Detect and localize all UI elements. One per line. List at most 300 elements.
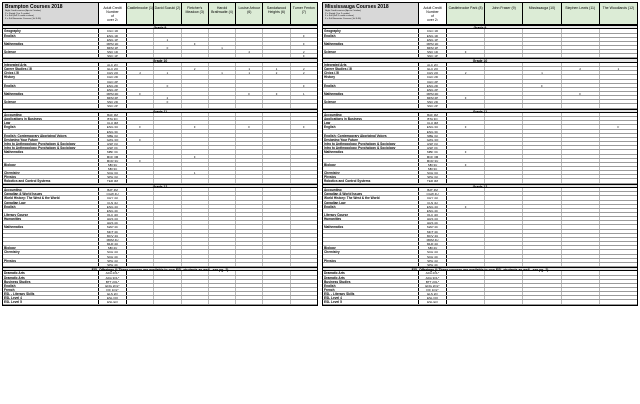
course-code: SCH 4C [99,255,127,258]
course-code: CHV 2O [419,71,447,74]
availability-cell [485,209,523,212]
availability-cell [523,80,561,83]
availability-cell [127,192,154,195]
availability-cell [182,259,209,262]
course-name: History [3,75,99,78]
availability-cell [236,179,263,182]
course-name [323,230,419,233]
availability-cell [127,50,154,53]
availability-cell [447,271,485,274]
availability-cell [600,142,637,145]
availability-cell [127,146,154,149]
panel-title-block [3,3,99,24]
availability-cell [485,196,523,199]
course-code: ENG 4U [419,205,447,208]
availability-cell [127,100,154,103]
availability-cell [263,196,290,199]
availability-cell [485,276,523,279]
availability-cell [291,300,317,303]
availability-cell [562,167,600,170]
site-header: Sandalwood Heights (6) [263,3,290,24]
availability-cell [447,296,485,299]
course-code: ESL EO [99,300,127,303]
availability-cell [182,196,209,199]
availability-cell [182,205,209,208]
availability-cell [562,292,600,295]
availability-cell [263,246,290,249]
availability-cell [154,234,181,237]
availability-cell [127,255,154,258]
availability-cell [154,34,181,37]
course-name [323,234,419,237]
availability-cell [182,163,209,166]
availability-cell [209,75,236,78]
availability-cell [209,113,236,116]
availability-cell [600,92,637,95]
availability-cell [485,250,523,253]
availability-cell [182,92,209,95]
course-code: ENG 2D [419,84,447,87]
course-code: CLU 3M [99,121,127,124]
course-code: SPH 4U [99,259,127,262]
course-name [3,238,99,241]
availability-cell [523,263,561,266]
availability-cell [127,213,154,216]
course-code: CLN 4U [419,201,447,204]
availability-cell [562,84,600,87]
availability-cell [447,292,485,295]
course-name: Physics [3,259,99,262]
course-code: ENG 1P [419,38,447,41]
availability-cell [263,234,290,237]
availability-cell [523,163,561,166]
availability-cell [447,242,485,245]
availability-cell [485,121,523,124]
availability-cell [182,150,209,153]
course-code: SCH 4U [419,250,447,253]
availability-cell: F [182,42,209,45]
availability-cell [485,84,523,87]
availability-cell [562,230,600,233]
availability-cell [562,155,600,158]
availability-cell [600,63,637,66]
availability-cell [600,263,637,266]
availability-cell [182,96,209,99]
availability-cell [562,130,600,133]
availability-cell [485,100,523,103]
course-code: CHV 2O [99,71,127,74]
availability-cell [523,46,561,49]
course-name: Intro to Anthropology, Psychology & Sociology [3,142,99,145]
course-name: ESL Level 5 [323,300,419,303]
availability-cell [600,54,637,57]
availability-cell [263,230,290,233]
availability-cell [154,296,181,299]
availability-cell [127,201,154,204]
availability-cell [127,150,154,153]
course-name: Mathematics [3,42,99,45]
availability-cell [182,217,209,220]
availability-cell [209,104,236,107]
availability-cell [209,50,236,53]
availability-cell: F [523,84,561,87]
availability-cell: F [182,125,209,128]
availability-cell [182,284,209,287]
availability-cell [209,38,236,41]
availability-cell [562,209,600,212]
course-code: SCH 4U [99,250,127,253]
availability-cell [523,217,561,220]
availability-cell [600,75,637,78]
course-name: English [323,284,419,287]
availability-cell: F [447,150,485,153]
availability-cell [447,113,485,116]
availability-cell: 1 [154,71,181,74]
availability-cell [263,46,290,49]
availability-cell [236,175,263,178]
availability-cell [263,130,290,133]
availability-cell [562,192,600,195]
availability-cell [447,300,485,303]
availability-cell [127,54,154,57]
availability-cell [600,113,637,116]
site-header: Harold Brathwaite (4) [209,3,236,24]
availability-cell [291,238,317,241]
availability-cell [291,276,317,279]
availability-cell [182,146,209,149]
availability-cell [485,242,523,245]
availability-cell [182,201,209,204]
site-header: David Suzuki (2) [154,3,181,24]
course-code: MCT 4C [99,230,127,233]
availability-cell [600,209,637,212]
course-name: Physics [323,175,419,178]
availability-cell [154,300,181,303]
course-name: Chemistry [3,250,99,253]
course-code: CLU 3M [419,121,447,124]
availability-cell [236,142,263,145]
availability-cell [127,29,154,32]
availability-cell [236,221,263,224]
availability-cell [447,192,485,195]
availability-cell [236,146,263,149]
availability-cell [291,171,317,174]
availability-cell [291,150,317,153]
availability-cell [182,88,209,91]
course-name: English [3,205,99,208]
availability-cell: F [236,125,263,128]
availability-cell [600,296,637,299]
availability-cell [263,250,290,253]
availability-cell [127,221,154,224]
course-code: ENG 4C [99,209,127,212]
availability-cell [209,179,236,182]
course-code: MCF 3M [419,155,447,158]
availability-cell [236,117,263,120]
availability-cell [154,280,181,283]
availability-cell: 1 [209,71,236,74]
availability-cell [236,38,263,41]
availability-cell [291,296,317,299]
availability-cell: F [447,96,485,99]
availability-cell [209,205,236,208]
course-code: MBF 3C [419,150,447,153]
course-name [3,88,99,91]
availability-cell [447,221,485,224]
availability-cell [562,42,600,45]
course-code: MAP 4C [99,225,127,228]
availability-cell [182,113,209,116]
grade-section-header: ESL Offerings (* These courses are available to non-ESL students as well - see pg. ?) [323,267,637,271]
availability-cell: 2 [447,71,485,74]
availability-cell: F [127,138,154,141]
availability-cell [562,29,600,32]
availability-cell [562,246,600,249]
legend-line: F = Full Semester Courses (Jul 5-30) [325,17,361,20]
availability-cell [263,276,290,279]
availability-cell [209,217,236,220]
availability-cell [447,92,485,95]
availability-cell [127,288,154,291]
availability-cell [236,263,263,266]
availability-cell [127,38,154,41]
grade-section-header: Grade 10 [323,58,637,62]
availability-cell [523,92,561,95]
availability-cell [182,192,209,195]
availability-cell [562,100,600,103]
availability-cell [154,42,181,45]
availability-cell [600,300,637,303]
availability-cell [600,104,637,107]
availability-cell [154,125,181,128]
course-name: Chemistry [323,171,419,174]
availability-cell [182,209,209,212]
availability-cell [236,255,263,258]
availability-cell: 1 [303,91,305,96]
course-name: Accounting [3,113,99,116]
availability-cell [182,255,209,258]
course-name: Dramatic Arts [323,276,419,279]
course-code: SNC 2D [419,100,447,103]
availability-cell [209,259,236,262]
course-name: Business Studies [323,280,419,283]
availability-cell [523,167,561,170]
course-name: English [323,34,419,37]
availability-cell [182,142,209,145]
course-name: Mathematics [3,225,99,228]
course-name [3,242,99,245]
course-name [3,230,99,233]
availability-cell [154,238,181,241]
availability-cell [127,242,154,245]
availability-cell: F [182,155,209,158]
availability-cell [127,259,154,262]
availability-cell [209,142,236,145]
availability-cell [236,196,263,199]
availability-cell [154,117,181,120]
grade-section-header: ESL Offerings (* These courses are available to non-ESL students as well - see pg. ?) [3,267,317,271]
availability-cell [447,121,485,124]
course-name: Science [3,50,99,53]
availability-cell [127,205,154,208]
availability-cell [127,175,154,178]
grade-section-header: Grade 9 [3,25,317,29]
course-code: ENG 3C [99,130,127,133]
availability-cell [447,75,485,78]
availability-cell [291,113,317,116]
availability-cell [236,54,263,57]
availability-cell: F [447,205,485,208]
course-name: English [3,284,99,287]
availability-cell [154,138,181,141]
availability-cell [523,276,561,279]
availability-cell [263,117,290,120]
course-name [323,130,419,133]
availability-cell [600,276,637,279]
availability-cell [263,142,290,145]
course-code: MFM 1P [99,46,127,49]
site-header: Stephen Lewis (11) [562,3,600,24]
site-header: Fletcher's Meadow (3) [182,3,209,24]
availability-cell [182,29,209,32]
availability-cell [154,104,181,107]
availability-cell [562,80,600,83]
availability-cell [523,238,561,241]
availability-cell [209,42,236,45]
course-code: ENG 1P [99,38,127,41]
availability-cell [291,259,317,262]
course-name: Physics [3,175,99,178]
availability-cell: F [447,50,485,53]
availability-cell [447,217,485,220]
course-code: BTA 3O [419,117,447,120]
availability-cell [291,292,317,295]
availability-cell [263,280,290,283]
availability-cell [154,284,181,287]
course-name: World History: The West & the World [323,196,419,199]
availability-cell [291,46,317,49]
course-name [323,104,419,107]
course-code: NBE 3U [99,134,127,137]
availability-cell [263,104,290,107]
availability-cell [182,296,209,299]
course-code: MCF 3M [99,155,127,158]
availability-cell [263,221,290,224]
course-name: Applications in Business [323,117,419,120]
availability-cell [600,42,637,45]
availability-cell [209,196,236,199]
course-code: MFM 1P [419,46,447,49]
availability-cell [263,192,290,195]
availability-cell [485,67,523,70]
course-name: ESL - Literacy Skills [3,292,99,295]
availability-cell [127,225,154,228]
availability-cell [562,288,600,291]
availability-cell [447,67,485,70]
availability-cell [562,242,600,245]
availability-cell [600,100,637,103]
availability-cell [562,284,600,287]
availability-cell [291,100,317,103]
availability-cell [209,284,236,287]
availability-cell [291,38,317,41]
availability-cell [209,130,236,133]
availability-cell [485,296,523,299]
availability-cell [236,217,263,220]
availability-cell [447,80,485,83]
availability-cell [485,284,523,287]
availability-cell [485,80,523,83]
availability-cell [485,300,523,303]
availability-cell: F [562,92,600,95]
availability-cell [154,221,181,224]
availability-cell [263,179,290,182]
availability-cell [154,130,181,133]
availability-cell [562,205,600,208]
course-code: FIF 1OL* [419,288,447,291]
course-name: Mathematics [323,225,419,228]
course-name: Dramatic Arts [323,271,419,274]
availability-cell [562,142,600,145]
availability-cell [600,50,637,53]
course-code: MAP 4C [419,225,447,228]
availability-cell [600,201,637,204]
availability-cell [485,150,523,153]
availability-cell [562,263,600,266]
availability-cell [236,296,263,299]
availability-cell [154,179,181,182]
availability-cell [263,29,290,32]
availability-cell [182,71,209,74]
availability-cell [209,175,236,178]
availability-cell [154,121,181,124]
course-code: CLN 4U [99,201,127,204]
availability-cell [127,88,154,91]
course-name [323,242,419,245]
course-code: SPH 3U [419,175,447,178]
course-code: ALC 2O [99,63,127,66]
availability-cell [523,42,561,45]
availability-cell [523,246,561,249]
availability-cell [562,296,600,299]
availability-cell [485,104,523,107]
availability-cell [182,288,209,291]
course-name: Canadian & World Issues [323,192,419,195]
course-row [3,300,317,304]
availability-cell [236,130,263,133]
availability-cell [236,84,263,87]
availability-cell [263,259,290,262]
code-column-header: Adult Credit Number of over 2¹ [419,3,447,24]
availability-cell [562,50,600,53]
course-name [3,155,99,158]
course-name: Biology [3,163,99,166]
availability-cell [523,34,561,37]
availability-cell [291,271,317,274]
availability-cell [600,179,637,182]
course-name: Designing Your Future [3,138,99,141]
availability-cell [127,42,154,45]
availability-cell [154,209,181,212]
mississauga-panel [322,2,638,306]
course-name [3,221,99,224]
availability-cell [523,130,561,133]
course-name: Law [3,121,99,124]
availability-cell [291,217,317,220]
availability-cell [127,130,154,133]
availability-cell: 1 [523,71,561,74]
availability-cell [263,134,290,137]
